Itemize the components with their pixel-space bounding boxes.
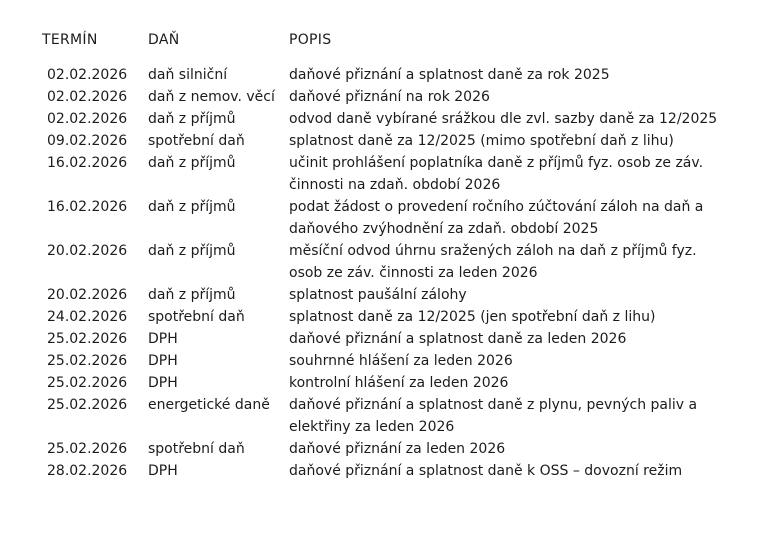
row-tax: energetické daně	[148, 397, 270, 413]
row-description: splatnost daně za 12/2025 (mimo spotřební daň z lihu)	[289, 133, 674, 149]
row-tax: daň silniční	[148, 67, 228, 83]
row-date: 24.02.2026	[47, 309, 128, 325]
row-date: 02.02.2026	[47, 67, 128, 83]
row-date: 28.02.2026	[47, 463, 128, 479]
table-row	[42, 240, 742, 284]
row-tax: daň z nemov. věcí	[148, 89, 275, 105]
row-tax: daň z příjmů	[148, 243, 236, 259]
row-description: splatnost daně za 12/2025 (jen spotřební daň z lihu)	[289, 309, 656, 325]
row-tax: DPH	[148, 375, 178, 391]
row-description: měsíční odvod úhrnu sražených záloh na daň z příjmů fyz. osob ze záv. činnosti za leden 2026	[289, 243, 697, 281]
table-row	[42, 86, 742, 108]
table-row	[42, 152, 742, 196]
row-date: 25.02.2026	[47, 353, 128, 369]
header-tax: DAŇ	[148, 32, 180, 48]
table-row	[42, 438, 742, 460]
row-description: souhrnné hlášení za leden 2026	[289, 353, 513, 369]
row-date: 25.02.2026	[47, 441, 128, 457]
header-row	[42, 32, 742, 64]
row-description: učinit prohlášení poplatníka daně z příjmů fyz. osob ze záv. činnosti na zdaň. období 2026	[289, 155, 704, 193]
row-tax: DPH	[148, 353, 178, 369]
table-row	[42, 328, 742, 350]
row-date: 20.02.2026	[47, 287, 128, 303]
table-row	[42, 306, 742, 328]
table-row	[42, 130, 742, 152]
tax-calendar-table	[42, 32, 742, 482]
row-description: daňové přiznání za leden 2026	[289, 441, 506, 457]
header-term: TERMÍN	[42, 32, 98, 48]
row-description: daňové přiznání a splatnost daně za rok 2025	[289, 67, 610, 83]
row-date: 02.02.2026	[47, 111, 128, 127]
row-date: 20.02.2026	[47, 243, 128, 259]
row-description: daňové přiznání a splatnost daně za leden 2026	[289, 331, 627, 347]
row-description: daňové přiznání a splatnost daně z plynu, pevných paliv a elektřiny za leden 2026	[289, 397, 698, 435]
row-date: 02.02.2026	[47, 89, 128, 105]
row-description: daňové přiznání a splatnost daně k OSS – dovozní režim	[289, 463, 683, 479]
row-tax: spotřební daň	[148, 309, 245, 325]
table-header	[42, 32, 742, 64]
row-date: 09.02.2026	[47, 133, 128, 149]
row-date: 16.02.2026	[47, 199, 128, 215]
row-description: splatnost paušální zálohy	[289, 287, 467, 303]
row-date: 25.02.2026	[47, 331, 128, 347]
table-row	[42, 460, 742, 482]
row-tax: spotřební daň	[148, 133, 245, 149]
row-date: 25.02.2026	[47, 375, 128, 391]
row-date: 16.02.2026	[47, 155, 128, 171]
row-tax: DPH	[148, 331, 178, 347]
header-description: POPIS	[289, 32, 332, 48]
row-description: podat žádost o provedení ročního zúčtování záloh na daň a daňového zvýhodnění za zdaň. období 2025	[289, 199, 704, 237]
table-body	[42, 64, 742, 482]
row-date: 25.02.2026	[47, 397, 128, 413]
row-tax: daň z příjmů	[148, 287, 236, 303]
table-row	[42, 108, 742, 130]
table-row	[42, 394, 742, 438]
row-tax: daň z příjmů	[148, 111, 236, 127]
table-row	[42, 64, 742, 86]
row-tax: spotřební daň	[148, 441, 245, 457]
table-row	[42, 350, 742, 372]
row-description: daňové přiznání na rok 2026	[289, 89, 490, 105]
table-row	[42, 284, 742, 306]
table-row	[42, 372, 742, 394]
row-tax: daň z příjmů	[148, 155, 236, 171]
row-tax: DPH	[148, 463, 178, 479]
row-tax: daň z příjmů	[148, 199, 236, 215]
table-row	[42, 196, 742, 240]
row-description: odvod daně vybírané srážkou dle zvl. sazby daně za 12/2025	[289, 111, 718, 127]
row-description: kontrolní hlášení za leden 2026	[289, 375, 509, 391]
